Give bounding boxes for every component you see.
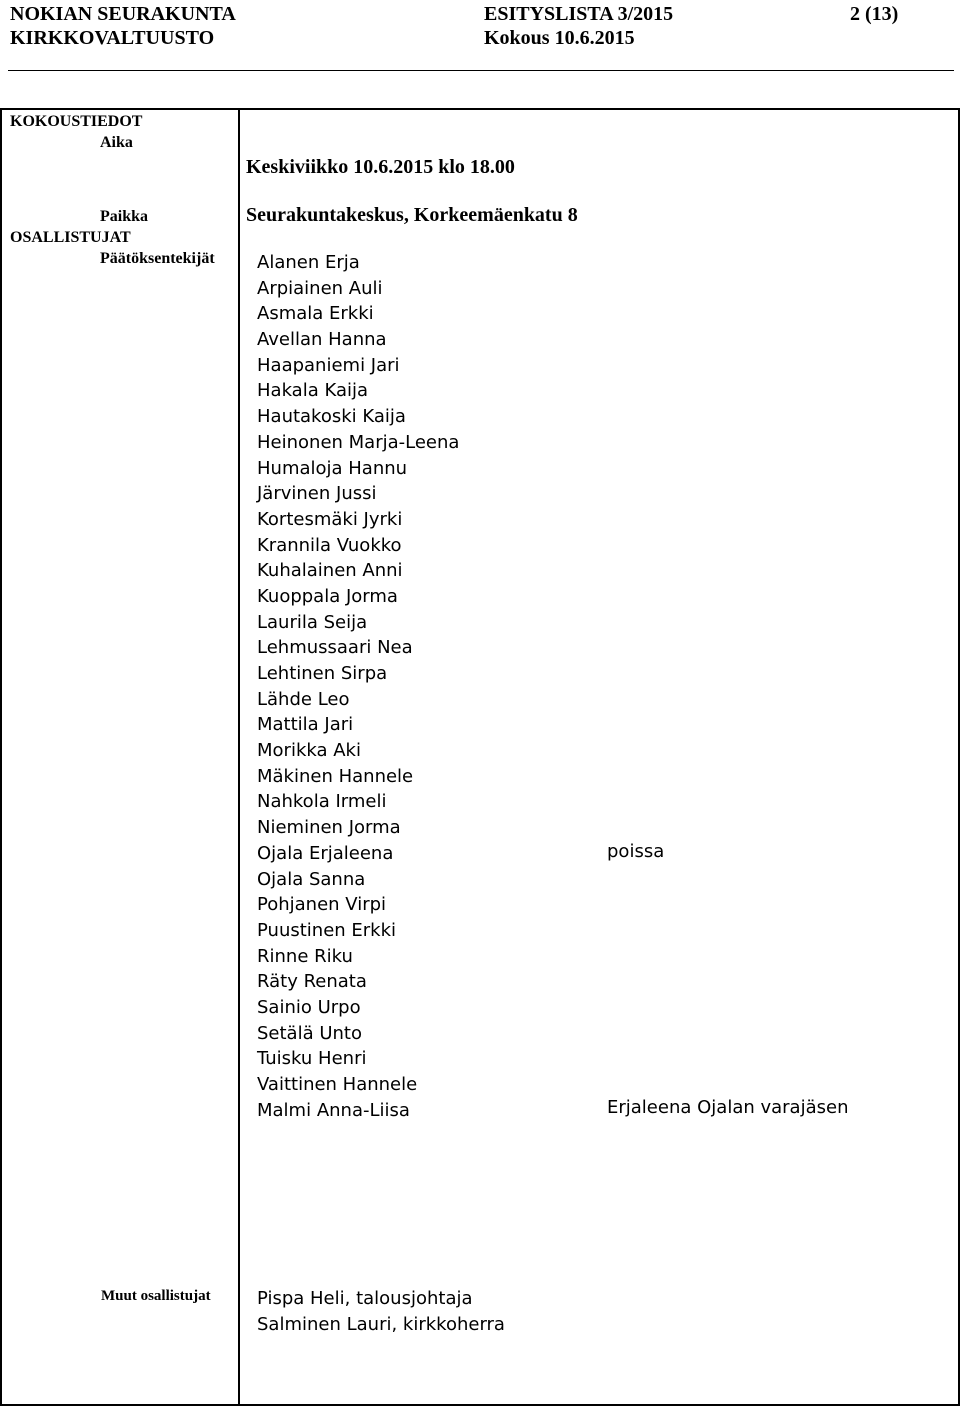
list-item: Morikka Aki bbox=[257, 740, 361, 762]
list-item: Lehmussaari Nea bbox=[257, 637, 413, 659]
list-item: Kuoppala Jorma bbox=[257, 585, 398, 607]
other-participants-label: Muut osallistujat bbox=[101, 1288, 211, 1304]
list-item: Rinne Riku bbox=[257, 945, 353, 967]
other-participant: Salminen Lauri, kirkkoherra bbox=[257, 1314, 505, 1335]
list-item: Heinonen Marja-Leena bbox=[257, 431, 460, 453]
list-item: Tuisku Henri bbox=[257, 1048, 367, 1070]
list-item: Avellan Hanna bbox=[257, 329, 387, 351]
page-number: 2 (13) bbox=[850, 3, 899, 25]
list-item: Arpiainen Auli bbox=[257, 277, 383, 299]
list-item: Hakala Kaija bbox=[257, 380, 369, 402]
list-item: Ojala Sanna bbox=[257, 868, 366, 890]
table-top-border bbox=[0, 108, 960, 110]
list-item: Pohjanen Virpi bbox=[257, 894, 387, 916]
substitute-note: Erjaleena Ojalan varajäsen bbox=[607, 1097, 849, 1118]
time-value: Keskiviikko 10.6.2015 klo 18.00 bbox=[246, 156, 515, 178]
list-item: Kortesmäki Jyrki bbox=[257, 508, 403, 530]
list-item: Alanen Erja bbox=[257, 252, 360, 273]
list-item: Humaloja Hannu bbox=[257, 457, 408, 479]
place-label: Paikka bbox=[100, 208, 149, 225]
list-item: Krannila Vuokko bbox=[257, 534, 402, 556]
absent-note: poissa bbox=[607, 841, 665, 862]
meeting-info-heading: KOKOUSTIEDOT bbox=[10, 113, 143, 130]
header-divider bbox=[8, 70, 954, 71]
list-item: Räty Renata bbox=[257, 971, 367, 993]
list-item: Mattila Jari bbox=[257, 714, 354, 736]
list-item: Asmala Erkki bbox=[257, 303, 374, 325]
list-item: Setälä Unto bbox=[257, 1022, 362, 1044]
decision-makers-list bbox=[257, 250, 459, 1123]
list-item: Haapaniemi Jari bbox=[257, 354, 400, 376]
parish-name: NOKIAN SEURAKUNTA bbox=[10, 3, 236, 25]
council-name: KIRKKOVALTUUSTO bbox=[10, 27, 215, 49]
list-item: Lähde Leo bbox=[257, 688, 350, 710]
participants-heading: OSALLISTUJAT bbox=[10, 229, 131, 246]
table-column-divider bbox=[238, 108, 240, 1406]
list-item: Sainio Urpo bbox=[257, 996, 361, 1018]
time-label: Aika bbox=[100, 134, 133, 151]
other-participant: Pispa Heli, talousjohtaja bbox=[257, 1288, 473, 1309]
list-item: Kuhalainen Anni bbox=[257, 560, 403, 582]
list-item: Vaittinen Hannele bbox=[257, 1074, 418, 1095]
list-item: Nahkola Irmeli bbox=[257, 791, 387, 813]
list-item: Järvinen Jussi bbox=[257, 483, 377, 505]
decision-makers-label: Päätöksentekijät bbox=[100, 250, 215, 267]
list-item: Puustinen Erkki bbox=[257, 919, 397, 941]
list-item: Malmi Anna-Liisa bbox=[257, 1099, 410, 1121]
list-item: Lehtinen Sirpa bbox=[257, 663, 388, 684]
list-item: Mäkinen Hannele bbox=[257, 765, 414, 787]
list-item: Nieminen Jorma bbox=[257, 817, 401, 839]
agenda-number: ESITYSLISTA 3/2015 bbox=[484, 3, 674, 25]
list-item: Laurila Seija bbox=[257, 611, 368, 633]
list-item: Ojala Erjaleena bbox=[257, 842, 394, 864]
meeting-date: Kokous 10.6.2015 bbox=[484, 27, 635, 49]
list-item: Hautakoski Kaija bbox=[257, 406, 406, 428]
place-value: Seurakuntakeskus, Korkeemäenkatu 8 bbox=[246, 204, 578, 226]
table-left-border bbox=[0, 108, 2, 1406]
